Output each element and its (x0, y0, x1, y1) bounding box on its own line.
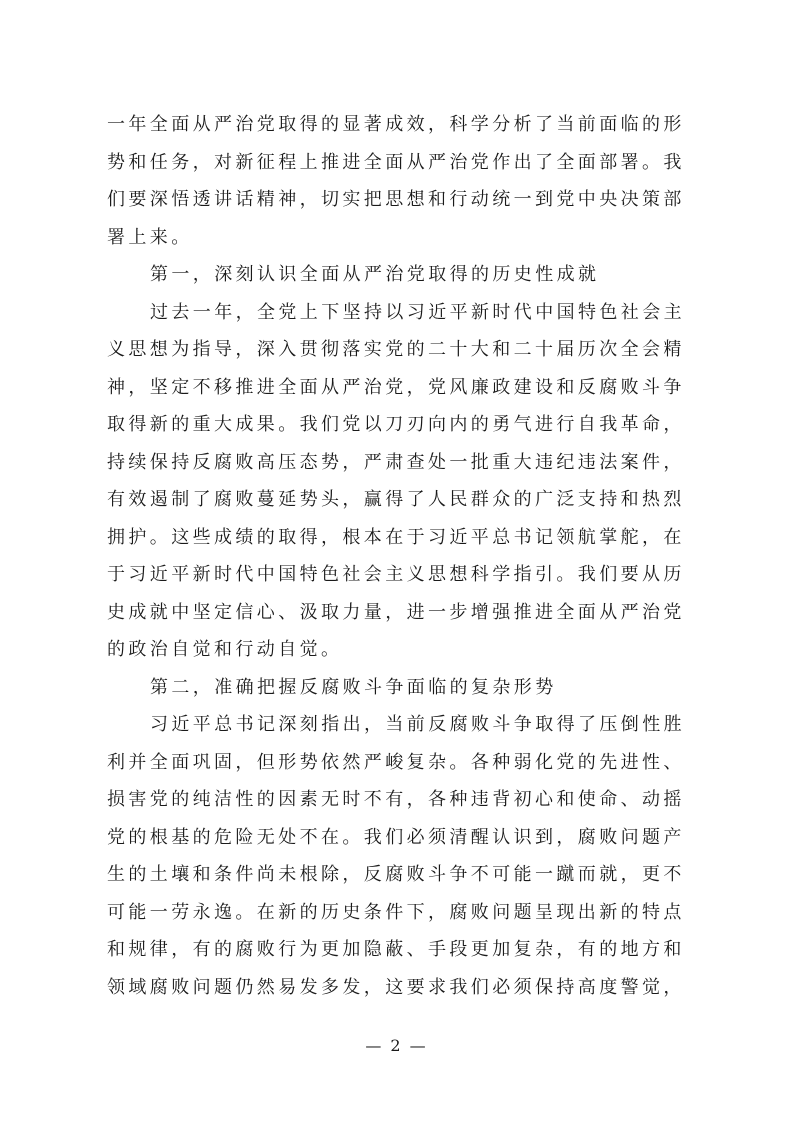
text-line: 有效遏制了腐败蔓延势头，赢得了人民群众的广泛支持和热烈 (107, 489, 685, 510)
text-line: 拥护。这些成绩的取得，根本在于习近平总书记领航掌舵，在 (107, 526, 685, 548)
text-line: 的政治自觉和行动自觉。 (107, 639, 343, 660)
text-line: 和规律，有的腐败行为更加隐蔽、手段更加复杂，有的地方和 (107, 939, 685, 960)
text-line: 可能一劳永逸。在新的历史条件下，腐败问题呈现出新的特点 (107, 901, 685, 923)
text-line: 过去一年，全党上下坚持以习近平新时代中国特色社会主 (150, 301, 685, 323)
text-line: 史成就中坚定信心、汲取力量，进一步增强推进全面从严治党 (107, 601, 685, 623)
page-number: — 2 — (365, 1036, 428, 1055)
document-body (107, 106, 693, 1006)
text-line: 一年全面从严治党取得的显著成效，科学分析了当前面临的形 (107, 114, 685, 135)
text-line: 持续保持反腐败高压态势，严肃查处一批重大违纪违法案件， (107, 451, 685, 473)
text-line: 们要深悟透讲话精神，切实把思想和行动统一到党中央决策部 (107, 189, 685, 210)
text-line: 署上来。 (107, 226, 193, 248)
text-line: 利并全面巩固，但形势依然严峻复杂。各种弱化党的先进性、 (107, 751, 685, 773)
text-line: 义思想为指导，深入贯彻落实党的二十大和二十届历次全会精 (107, 339, 685, 360)
text-line: 领域腐败问题仍然易发多发，这要求我们必须保持高度警觉， (107, 976, 685, 998)
text-line: 神，坚定不移推进全面从严治党，党风廉政建设和反腐败斗争 (107, 376, 685, 398)
text-line: 党的根基的危险无处不在。我们必须清醒认识到，腐败问题产 (107, 826, 685, 848)
text-line: 势和任务，对新征程上推进全面从严治党作出了全面部署。我 (107, 151, 685, 173)
section-heading: 第二，准确把握反腐败斗争面临的复杂形势 (150, 676, 557, 698)
section-heading: 第一，深刻认识全面从严治党取得的历史性成就 (150, 264, 600, 285)
text-line: 习近平总书记深刻指出，当前反腐败斗争取得了压倒性胜 (150, 714, 685, 735)
text-line: 于习近平新时代中国特色社会主义思想科学指引。我们要从历 (107, 564, 685, 585)
text-line: 损害党的纯洁性的因素无时不有，各种违背初心和使命、动摇 (107, 789, 685, 810)
text-line: 取得新的重大成果。我们党以刀刃向内的勇气进行自我革命， (107, 414, 685, 435)
text-line: 生的土壤和条件尚未根除，反腐败斗争不可能一蹴而就，更不 (107, 864, 685, 885)
